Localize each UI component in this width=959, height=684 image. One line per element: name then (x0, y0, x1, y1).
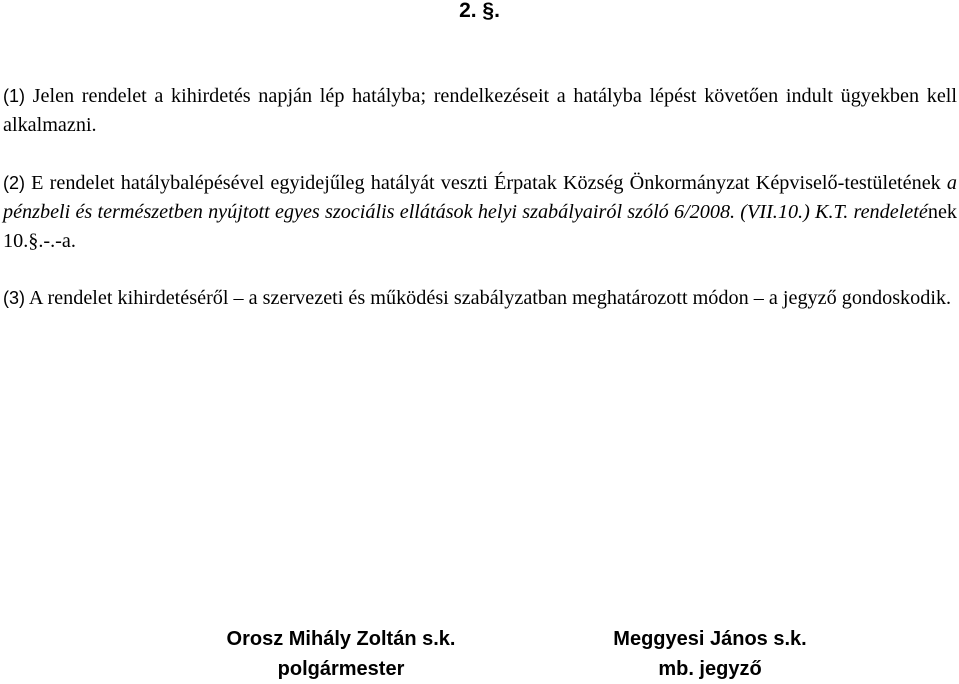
paragraph-1-text: Jelen rendelet a kihirdetés napján lép hatályba; rendelkezéseit a hatályba lépést követően indult ügyekben kell alkalmazni. (3, 85, 957, 136)
signature-mayor-name: Orosz Mihály Zoltán s.k. (226, 628, 456, 650)
paragraph-3-number: (3) (3, 288, 25, 308)
signature-notary-name: Meggyesi János s.k. (613, 628, 807, 650)
paragraph-2-number: (2) (3, 173, 25, 193)
paragraph-2 (3, 169, 957, 256)
repealed-regulation-title: a pénzbeli és természetben nyújtott egyes szociális ellátások helyi szabályairól szóló 6/2008. (VII.10.) K.T. rendeleté (3, 172, 957, 223)
paragraph-2-text: E rendelet hatálybalépésével egyidejűleg hatályát veszti Érpatak Község Önkormányzat Képviselő-testületének (25, 172, 947, 194)
paragraph-3-text: A rendelet kihirdetéséről – a szervezeti és működési szabályzatban meghatározott módon – a jegyző gondoskodik. (25, 287, 952, 309)
signature-notary (580, 624, 840, 684)
signature-mayor-title: polgármester (277, 658, 405, 680)
paragraph-2-text-end: nek 10.§.-.-a. (3, 201, 957, 252)
paragraph-1-number: (1) (3, 86, 25, 106)
signature-notary-title: mb. jegyző (658, 658, 762, 680)
paragraph-3 (3, 284, 957, 313)
signature-mayor (196, 624, 486, 684)
paragraph-1 (3, 82, 957, 140)
section-heading: 2. §. (459, 0, 500, 22)
